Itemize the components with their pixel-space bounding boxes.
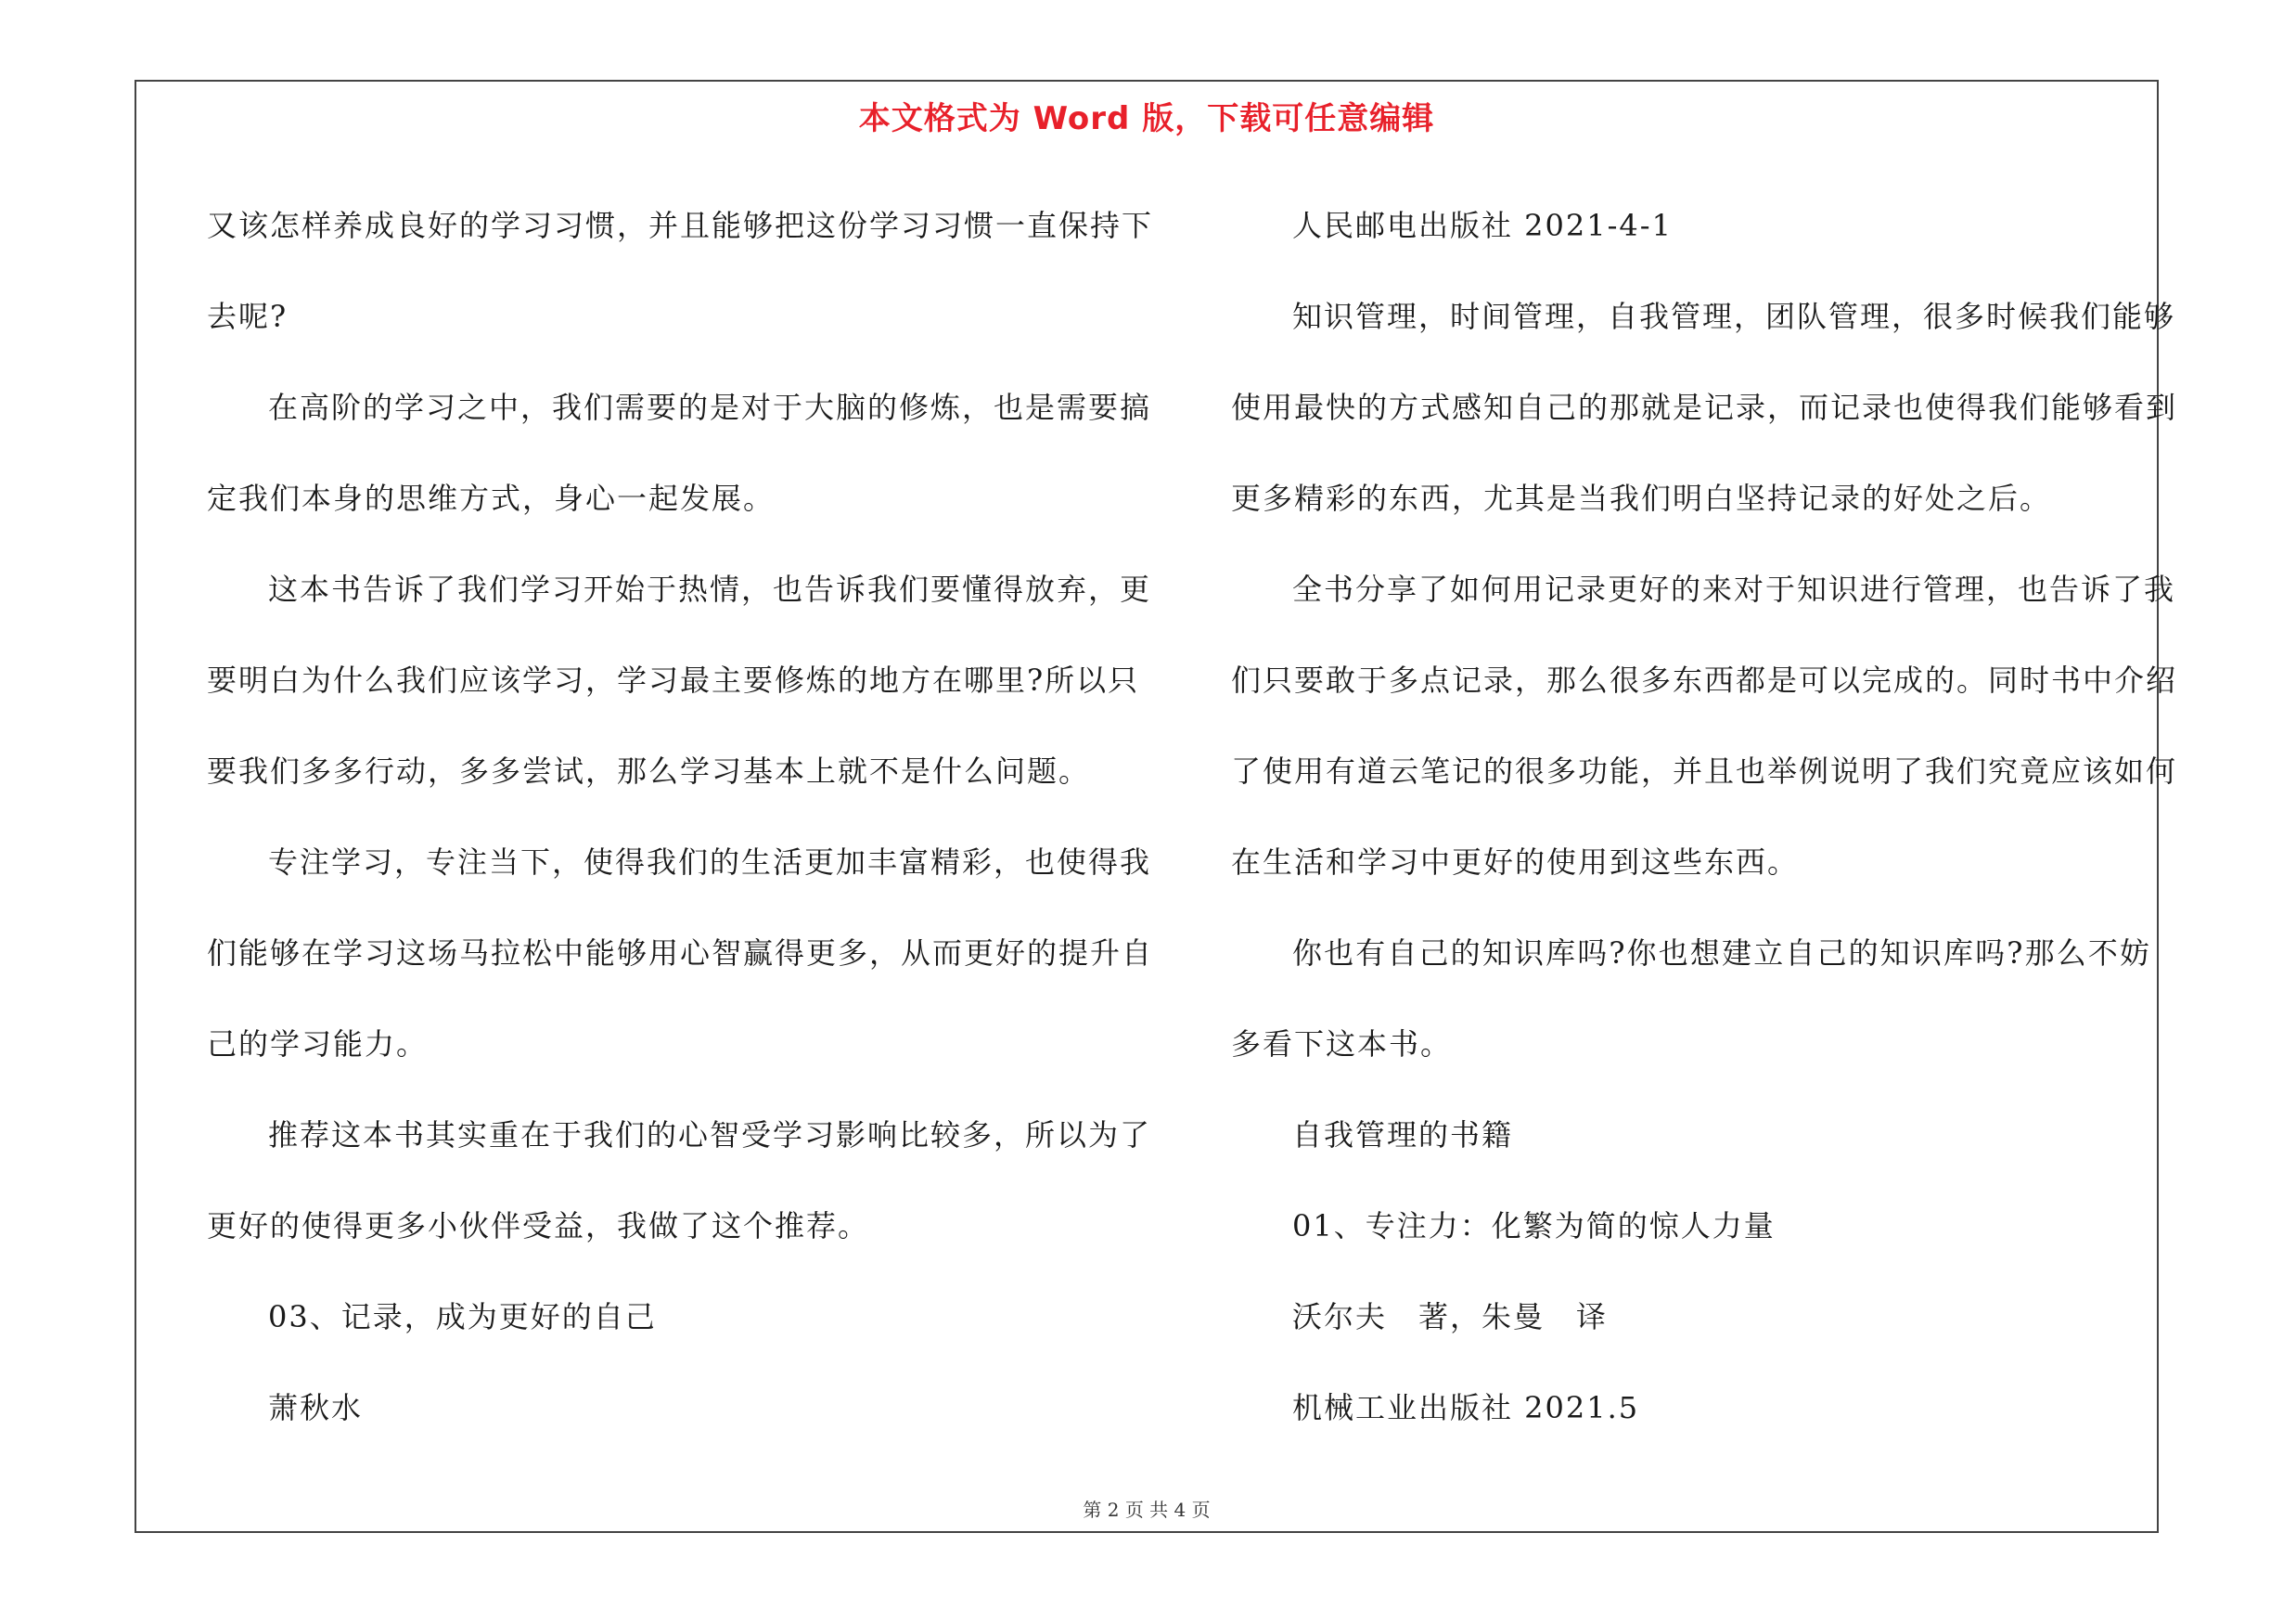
text-line: 沃尔夫 著，朱曼 译 [1292,1299,1609,1334]
text-line: 自我管理的书籍 [1292,1117,1514,1153]
text-line: 知识管理，时间管理，自我管理，团队管理，很多时候我们能够 [1292,299,2176,334]
text-line: 在生活和学习中更好的使用到这些东西。 [1231,844,1800,880]
text-line: 使用最快的方式感知自己的那就是记录，而记录也使得我们能够看到 [1231,390,2178,425]
text-line: 你也有自己的知识库吗?你也想建立自己的知识库吗?那么不妨 [1292,935,2151,971]
text-line: 人民邮电出版社 2021-4-1 [1292,208,1673,243]
text-line: 去呢? [207,299,289,334]
text-line: 了使用有道云笔记的很多功能，并且也举例说明了我们究竟应该如何 [1231,754,2178,789]
text-line: 全书分享了如何用记录更好的来对于知识进行管理，也告诉了我 [1292,572,2176,607]
text-line: 萧秋水 [268,1390,364,1425]
left-text-column [207,180,1154,1453]
text-line: 更好的使得更多小伙伴受益，我做了这个推荐。 [207,1208,870,1243]
text-line: 01、专注力：化繁为简的惊人力量 [1292,1208,1776,1243]
page-frame [135,80,2178,1533]
text-line: 定我们本身的思维方式，身心一起发展。 [207,481,776,516]
text-line: 03、记录，成为更好的自己 [268,1299,657,1334]
page-number-footer: 第 2 页 共 4 页 [1083,1499,1211,1521]
text-line: 多看下这本书。 [1231,1026,1453,1062]
text-line: 要我们多多行动，多多尝试，那么学习基本上就不是什么问题。 [207,754,1091,789]
text-line: 要明白为什么我们应该学习，学习最主要修炼的地方在哪里?所以只 [207,663,1140,698]
text-line: 专注学习，专注当下，使得我们的生活更加丰富精彩，也使得我 [268,844,1152,880]
text-line: 更多精彩的东西，尤其是当我们明白坚持记录的好处之后。 [1231,481,2052,516]
text-line: 在高阶的学习之中，我们需要的是对于大脑的修炼，也是需要搞 [268,390,1152,425]
text-line: 又该怎样养成良好的学习习惯，并且能够把这份学习习惯一直保持下 [207,208,1154,243]
text-line: 们只要敢于多点记录，那么很多东西都是可以完成的。同时书中介绍 [1231,663,2178,698]
text-line: 们能够在学习这场马拉松中能够用心智赢得更多，从而更好的提升自 [207,935,1154,971]
right-text-column [1231,180,2178,1453]
text-line: 机械工业出版社 2021.5 [1292,1390,1640,1425]
text-line: 这本书告诉了我们学习开始于热情，也告诉我们要懂得放弃，更 [268,572,1152,607]
text-line: 推荐这本书其实重在于我们的心智受学习影响比较多，所以为了 [268,1117,1152,1153]
format-notice-banner: 本文格式为 Word 版，下载可任意编辑 [858,100,1435,137]
text-line: 己的学习能力。 [207,1026,429,1062]
